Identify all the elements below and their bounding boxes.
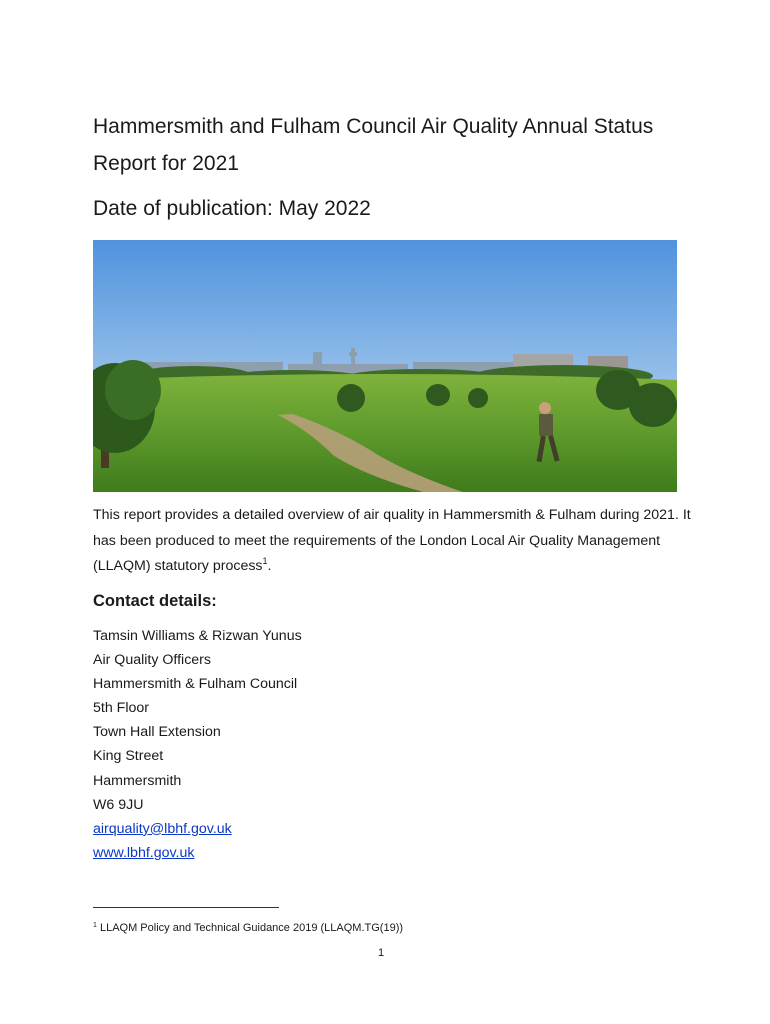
- contact-line: Air Quality Officers: [93, 652, 211, 669]
- contact-line: 5th Floor: [93, 700, 149, 717]
- contact-line: Town Hall Extension: [93, 724, 221, 741]
- footnote-text: LLAQM Policy and Technical Guidance 2019 (LLAQM.TG(19)): [96, 922, 404, 934]
- report-title: Hammersmith and Fulham Council Air Quality Annual Status Report for 2021: [93, 115, 654, 175]
- intro-text: This report provides a detailed overview of air quality in Hammersmith & Fulham during 2021. It has been produced to meet the requirements of the London Local Air Quality Management (LLAQM) statutory process: [93, 507, 691, 574]
- footnote-divider: [93, 907, 279, 908]
- website-link[interactable]: www.lbhf.gov.uk: [93, 844, 195, 861]
- page-number: 1: [378, 947, 385, 959]
- contact-line: Hammersmith: [93, 772, 182, 789]
- contact-line: W6 9JU: [93, 796, 144, 813]
- contact-line: Tamsin Williams & Rizwan Yunus: [93, 628, 302, 644]
- email-link[interactable]: airquality@lbhf.gov.uk: [93, 820, 232, 837]
- contact-line: Hammersmith & Fulham Council: [93, 676, 298, 693]
- footnote-number: 1: [93, 922, 97, 929]
- publication-date: Date of publication: May 2022: [93, 197, 371, 220]
- footnote: [93, 920, 403, 936]
- cover-photo: [93, 240, 677, 492]
- contact-address: [93, 624, 302, 865]
- contact-heading: Contact details:: [93, 592, 217, 610]
- intro-paragraph: [93, 503, 693, 580]
- intro-end: .: [267, 558, 272, 574]
- footnote-reference[interactable]: 1: [262, 556, 268, 566]
- contact-line: King Street: [93, 748, 164, 765]
